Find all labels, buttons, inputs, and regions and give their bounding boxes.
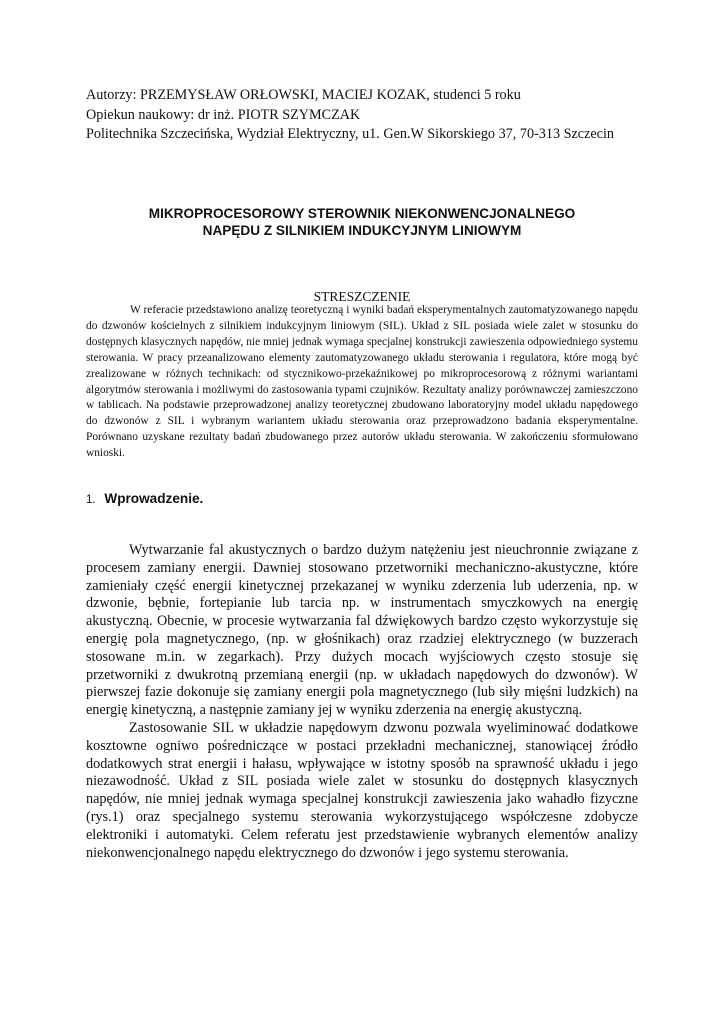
section-title: Wprowadzenie. <box>104 491 204 506</box>
abstract-text: W referacie przedstawiono analizę teoretyczną i wyniki badań eksperymentalnych zautomatyzowanego napędu do dzwonów kościelnych z silnikiem indukcyjnym liniowym (SIL). Układ z SIL posiada wiele zalet w stosunku do dostępnych klasycznych napędów, nie mniej jednak wymaga specjalnej konstrukcji zawieszenia odpowiedniego systemu sterowania. W pracy przeanalizowano elementy zautomatyzowanego układu sterowania i regulatora, które mogą być zrealizowane w różnych technikach: od stycznikowo-przekaźnikowej po mikroprocesorową z różnymi wariantami algorytmów sterowania i możliwymi do zastosowania typami czujników. Rezultaty analizy porównawczej zamieszczono w tablicach. Na podstawie przeprowadzonej analizy teoretycznej zbudowano laboratoryjny model układu napędowego do dzwonów z SIL i wybranym wariantem układu sterowania oraz przeprowadzono badania eksperymentalne. Porównano uzyskane rezultaty badań zbudowanego przez autorów układu sterowania. W zakończeniu sformułowano wnioski. <box>86 304 638 460</box>
authors-line: Autorzy: PRZEMYSŁAW ORŁOWSKI, MACIEJ KOZAK, studenci 5 roku <box>86 87 521 103</box>
affiliation-line: Politechnika Szczecińska, Wydział Elektryczny, u1. Gen.W Sikorskiego 37, 70-313 Szczecin <box>86 126 615 142</box>
header-block <box>86 86 686 145</box>
title-line-1: MIKROPROCESOROWY STEROWNIK NIEKONWENCJONALNEGO <box>148 206 576 221</box>
body-paragraph-1: Wytwarzanie fal akustycznych o bardzo dużym natężeniu jest nieuchronnie związane z procesem zamiany energii. Dawniej stosowano przetworniki mechaniczno-akustyczne, które zamieniały część energii kinetycznej przekazanej w wyniku zderzenia lub uderzenia, np. w dzwonie, bębnie, fortepianie lub tarcia np. w instrumentach smyczkowych na energię akustyczną. Obecnie, w procesie wytwarzania fal dźwiękowych bardzo często wykorzystuje się energię pola magnetycznego, (np. w głośnikach) oraz rzadziej elektrycznego (w buzzerach stosowane m.in. w zegarkach). Przy dużych mocach wyjściowych często stosuje się przetworniki z dwukrotną przemianą energii (np. w układach napędowych do dzwonów). W pierwszej fazie dokonuje się zamiany energii pola magnetycznego (lub siły mięśni ludzkich) na energię kinetyczną, a następnie zamiany jej w wyniku zderzenia na energię akustyczną. <box>86 542 638 719</box>
body-paragraph-2: Zastosowanie SIL w układzie napędowym dzwonu pozwala wyeliminować dodatkowe kosztowne ogniwo pośredniczące w postaci przekładni mechanicznej, stanowiącej źródło dodatkowych strat energii i hałasu, wpływające w istotny sposób na sprawność układu i jego niezawodność. Układ z SIL posiada wiele zalet w stosunku do dostępnych klasycznych napędów, nie mniej jednak wymaga specjalnej konstrukcji zawieszenia jako wahadło fizyczne (rys.1) oraz specjalnego systemu sterowania wykorzystującego współczesne zdobycze elektroniki i automatyki. Celem referatu jest przedstawienie wybranych elementów analizy niekonwencjonalnego napędu elektrycznego do dzwonów i jego systemu sterowania. <box>86 719 638 861</box>
body-text <box>86 542 638 862</box>
section-heading <box>86 490 203 509</box>
abstract-heading: STRESZCZENIE <box>313 289 411 304</box>
title-line-2: NAPĘDU Z SILNIKIEM INDUKCYJNYM LINIOWYM <box>202 223 522 238</box>
section-number: 1. <box>86 494 96 506</box>
supervisor-line: Opiekun naukowy: dr inż. PIOTR SZYMCZAK <box>86 106 361 123</box>
paper-title <box>60 205 664 239</box>
